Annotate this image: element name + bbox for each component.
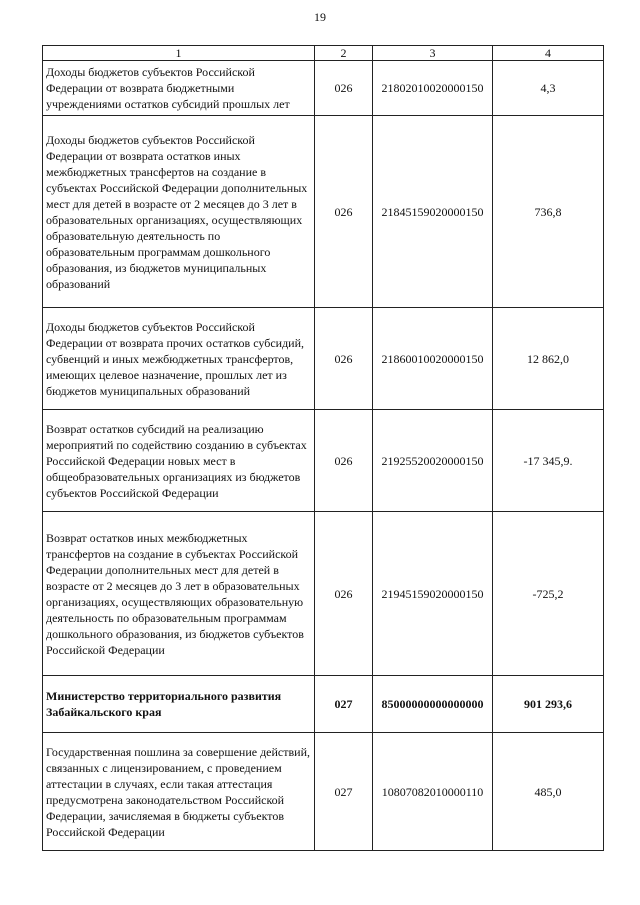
row-amount: 485,0	[493, 733, 604, 851]
column-header-4: 4	[493, 46, 604, 61]
table-row-department	[43, 676, 604, 733]
table-row	[43, 512, 604, 676]
row-amount: 736,8	[493, 116, 604, 308]
column-header-2: 2	[315, 46, 373, 61]
row-code: 026	[315, 410, 373, 512]
table-row	[43, 733, 604, 851]
row-amount: -17 345,9.	[493, 410, 604, 512]
row-amount: 4,3	[493, 61, 604, 116]
row-name: Возврат остатков иных межбюджетных трансфертов на создание в субъектах Российской Федерации дополнительных мест для детей в возрасте от 2 месяцев до 3 лет в образовательных организациях, осуществляющих образовательную деятельность по образовательным программам дошкольного образования, из бюджетов субъектов Российской Федерации	[43, 512, 315, 676]
row-code: 026	[315, 512, 373, 676]
table-row	[43, 116, 604, 308]
row-kbk: 21925520020000150	[373, 410, 493, 512]
row-code: 026	[315, 308, 373, 410]
row-code: 026	[315, 61, 373, 116]
row-name: Доходы бюджетов субъектов Российской Федерации от возврата прочих остатков субсидий, субвенций и иных межбюджетных трансфертов, имеющих целевое назначение, прошлых лет из бюджетов муниципальных образований	[43, 308, 315, 410]
table-row	[43, 308, 604, 410]
table-header-row	[43, 46, 604, 61]
row-kbk: 21860010020000150	[373, 308, 493, 410]
row-name: Доходы бюджетов субъектов Российской Федерации от возврата остатков иных межбюджетных трансфертов на создание в субъектах Российской Федерации дополнительных мест для детей в возрасте от 2 месяцев до 3 лет в образовательных организациях, осуществляющих образовательную деятельность по образовательным программам дошкольного образования, из бюджетов муниципальных образований	[43, 116, 315, 308]
column-header-1: 1	[43, 46, 315, 61]
row-name: Возврат остатков субсидий на реализацию мероприятий по содействию созданию в субъектах Российской Федерации новых мест в общеобразовательных организациях из бюджетов субъектов Российской Федерации	[43, 410, 315, 512]
row-name: Министерство территориального развития Забайкальского края	[43, 676, 315, 733]
row-code: 027	[315, 733, 373, 851]
row-amount: 12 862,0	[493, 308, 604, 410]
budget-revenue-table	[42, 45, 604, 851]
row-amount: 901 293,6	[493, 676, 604, 733]
table-row	[43, 61, 604, 116]
page-number: 19	[314, 10, 326, 24]
row-name: Доходы бюджетов субъектов Российской Федерации от возврата бюджетными учреждениями остатков субсидий прошлых лет	[43, 61, 315, 116]
row-code: 026	[315, 116, 373, 308]
row-kbk: 21802010020000150	[373, 61, 493, 116]
column-header-3: 3	[373, 46, 493, 61]
table-row	[43, 410, 604, 512]
row-kbk: 21945159020000150	[373, 512, 493, 676]
row-kbk: 85000000000000000	[373, 676, 493, 733]
row-kbk: 21845159020000150	[373, 116, 493, 308]
row-name: Государственная пошлина за совершение действий, связанных с лицензированием, с проведением аттестации в случаях, если такая аттестация предусмотрена законодательством Российской Федерации, зачисляемая в бюджеты субъектов Российской Федерации	[43, 733, 315, 851]
row-kbk: 10807082010000110	[373, 733, 493, 851]
row-amount: -725,2	[493, 512, 604, 676]
row-code: 027	[315, 676, 373, 733]
